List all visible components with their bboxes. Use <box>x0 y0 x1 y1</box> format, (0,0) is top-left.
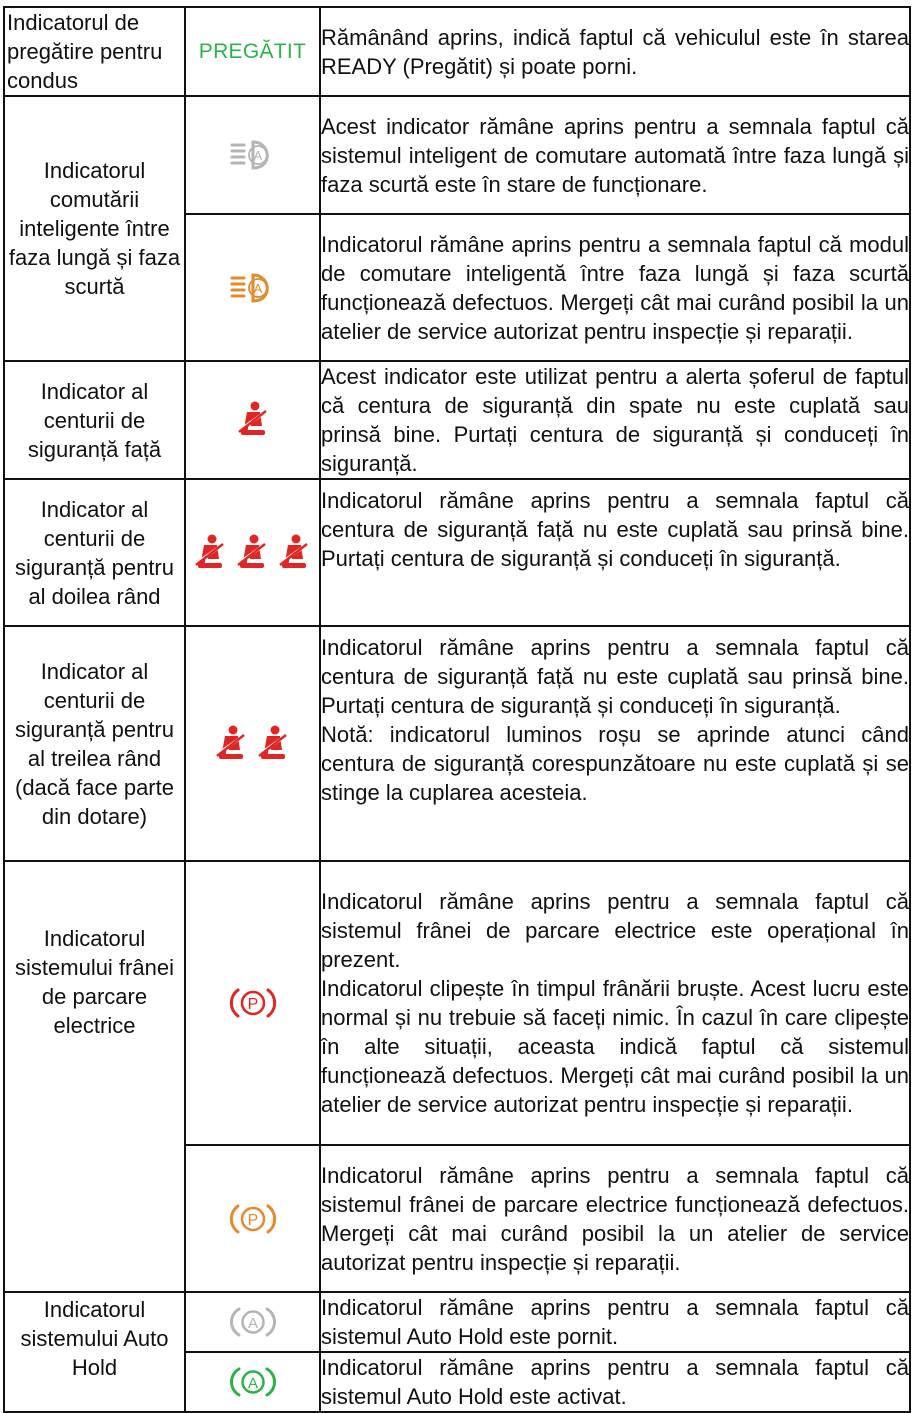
svg-text:A: A <box>253 280 262 296</box>
seatbelt-icon <box>185 361 320 479</box>
indicator-name: Indicatorul comutării inteligente între faza lungă și faza scurtă <box>4 96 185 361</box>
svg-text:P: P <box>247 996 258 1013</box>
description-text: Indicatorul clipește în timpul frânării bruște. Acest lucru este normal și nu trebuie să faceți nimic. În cazul în care clipește în alte situații, aceasta indică faptul că sistemul funcționează defectuos. Mergeți cât mai curând posibil la un atelier de service autorizat pentru inspecție și reparații. <box>321 976 909 1117</box>
table-row <box>4 7 910 96</box>
indicator-description: Indicatorul rămâne aprins pentru a semnala faptul că centura de siguranță față nu este cuplată sau prinsă bine. Purtați centura de siguranță și conduceți în siguranță. <box>320 479 910 626</box>
indicator-name: Indicator al centurii de siguranță pentru al doilea rând <box>4 479 185 626</box>
svg-text:A: A <box>247 1315 258 1332</box>
table-row <box>4 1292 910 1352</box>
indicator-name: Indicatorul sistemului Auto Hold <box>4 1292 185 1412</box>
svg-text:P: P <box>247 1211 258 1229</box>
indicator-name: Indicatorul sistemului frânei de parcare electrice <box>4 861 185 1292</box>
indicator-name: Indicatorul de pregătire pentru condus <box>4 7 185 96</box>
indicator-description: Indicatorul rămâne aprins pentru a semnala faptul că modul de comutare inteligentă între faza lungă și faza scurtă funcționează defectuos. Mergeți cât mai curând posibil la un atelier de service autorizat pentru inspecție și reparații. <box>320 214 910 361</box>
indicator-description: Rămânând aprins, indică faptul că vehiculul este în starea READY (Pregătit) și poate porni. <box>320 7 910 96</box>
table-row <box>4 626 910 861</box>
indicator-description <box>320 861 910 1145</box>
table-row <box>4 479 910 626</box>
parking-brake-icon <box>185 1145 320 1292</box>
indicator-table <box>3 6 911 1413</box>
auto-hold-icon <box>185 1352 320 1412</box>
description-text: Indicatorul rămâne aprins pentru a semnala faptul că centura de siguranță față nu este cuplată sau prinsă bine. Purtați centura de siguranță și conduceți în siguranță. <box>321 635 909 718</box>
seatbelt-row-icon <box>185 479 320 626</box>
table-row <box>4 861 910 1145</box>
indicator-description: Indicatorul rămâne aprins pentru a semnala faptul că sistemul Auto Hold este pornit. <box>320 1292 910 1352</box>
table-row <box>4 361 910 479</box>
parking-brake-icon <box>185 861 320 1145</box>
indicator-name: Indicator al centurii de siguranță pentru al treilea rând (dacă face parte din dotare) <box>4 626 185 861</box>
ready-indicator-icon <box>185 7 320 96</box>
ready-indicator-label: PREGĂTIT <box>198 39 307 63</box>
svg-text:A: A <box>247 1375 258 1392</box>
intelligent-high-beam-icon <box>185 96 320 214</box>
indicator-description: Acest indicator este utilizat pentru a alerta șoferul de faptul că centura de siguranță din spate nu este cuplată sau prinsă bine. Purtați centura de siguranță și conduceți în siguranță. <box>320 361 910 479</box>
indicator-description <box>320 626 910 861</box>
seatbelt-row-icon <box>185 626 320 861</box>
description-text: Indicatorul rămâne aprins pentru a semnala faptul că sistemul frânei de parcare electrice este operațional în prezent. <box>321 889 909 972</box>
indicator-description: Indicatorul rămâne aprins pentru a semnala faptul că sistemul Auto Hold este activat. <box>320 1352 910 1412</box>
note-text: Notă: indicatorul luminos roșu se aprinde atunci când centura de siguranță corespunzătoare nu este cuplată și se stinge la cuplarea acesteia. <box>321 722 909 805</box>
svg-text:A: A <box>253 148 262 163</box>
indicator-description: Indicatorul rămâne aprins pentru a semnala faptul că sistemul frânei de parcare electrice funcționează defectuos. Mergeți cât mai curând posibil la un atelier de service autorizat pentru inspecție și reparații. <box>320 1145 910 1292</box>
intelligent-high-beam-icon <box>185 214 320 361</box>
table-row <box>4 96 910 214</box>
indicator-description: Acest indicator rămâne aprins pentru a semnala faptul că sistemul inteligent de comutare automată între faza lungă și faza scurtă este în stare de funcționare. <box>320 96 910 214</box>
auto-hold-icon <box>185 1292 320 1352</box>
indicator-name: Indicator al centurii de siguranță față <box>4 361 185 479</box>
